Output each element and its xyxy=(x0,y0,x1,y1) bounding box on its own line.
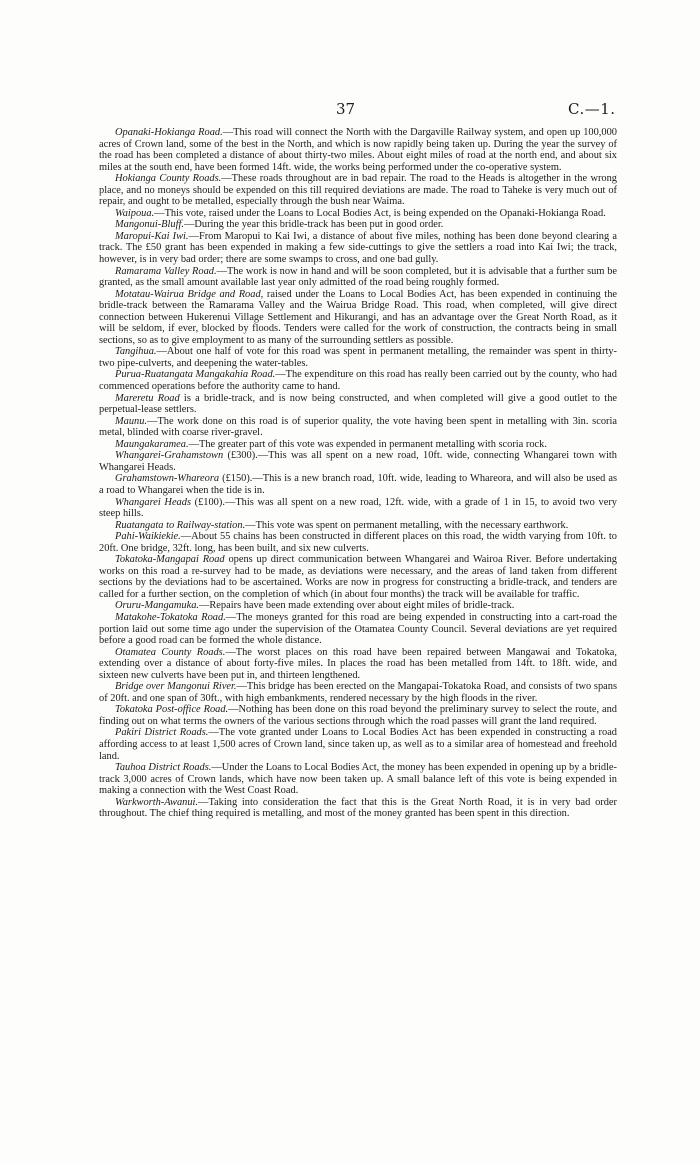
paragraph-text: —The expenditure on this road has really been carried out by the county, who had commenced operations before the authority came to hand. xyxy=(99,369,617,393)
paragraph-text: raised under the Loans to Local Bodies Act, has been expended in continuing the bridle-track between the Ramarama Valley and the Wairua Bridge Road. This road, when completed, will give direct connection between Hukerenui Village Settlement and Hikurangi, and has an advantage over the Great North Road, as it will be seldom, if ever, blocked by floods. Tenders were called for the work of construction, the contracts being in small sections, so as to give employment to as many of the surrounding settlers as possible. xyxy=(99,288,617,346)
paragraph-text: —The work done on this road is of superior quality, the vote having been spent in metalling with 3in. scoria metal, blinded with coarse river-gravel. xyxy=(99,415,617,439)
paragraph xyxy=(99,266,617,289)
paragraph-heading: Hokianga County Roads. xyxy=(115,173,222,185)
paragraph xyxy=(99,439,617,451)
paragraph-heading: Opanaki-Hokianga Road. xyxy=(115,127,223,138)
paragraph xyxy=(99,554,617,600)
page-number: 37 xyxy=(336,100,356,118)
paragraph-text: —The worst places on this road have been repaired between Mangawai and Tokatoka, extending over a distance of about forty-five miles. In places the road has been metalled from 14ft. to 18ft. wide, and sixteen new culverts have been put in, and thirteen lengthened. xyxy=(99,646,617,681)
paragraph-text: —This vote was spent on permanent metalling, with the necessary earthwork. xyxy=(245,519,569,531)
paragraph-text: —This bridge has been erected on the Mangapai-Tokatoka Road, and consists of two spans of 20ft. and one span of 30ft., with high embankments, rendered necessary by the high floods in the river. xyxy=(99,681,617,704)
paragraph-text: opens up direct communication between Whangarei and Wairoa River. Before undertaking works on this road a re-survey had to be made, as deviations were necessary, and the areas of land taken from different sections by the deviations had to be ascertained. Works are now in progress for constructing a bridle-track, and tenders are called for a further section, on the completion of which (in about four months) the track will be available for traffic. xyxy=(99,554,617,600)
paragraph xyxy=(99,612,617,647)
paragraph xyxy=(99,600,617,612)
paragraph-text: —The vote granted under Loans to Local Bodies Act has been expended in constructing a road affording access to at least 1,500 acres of Crown land, since taken up, as well as to a similar area of homestead and freehold land. xyxy=(99,727,617,762)
paragraph-heading: Whangarei Heads xyxy=(115,496,191,508)
paragraph-heading: Grahamstown-Whareora xyxy=(115,473,220,485)
paragraph-heading: Waipoua. xyxy=(115,207,155,219)
document-reference: C.—1. xyxy=(568,100,616,118)
paragraph-text: —The greater part of this vote was expended in permanent metalling with scoria rock. xyxy=(188,438,547,450)
paragraph-heading: Tangihua. xyxy=(115,346,157,358)
paragraph-text: —This road will connect the North with the Dargaville Railway system, and open up 100,000 acres of Crown land, some of the best in the North, and which is now rapidly being taken up. During the year the survey of the road has been completed a distance of about thirty-two miles. About eight miles of road at the north end, and about six miles at the south end, have been formed 14ft. wide, the works being performed under the co-operative system. xyxy=(99,127,617,173)
paragraph xyxy=(99,369,617,392)
paragraph-text: (£300).—This was all spent on a new road, 10ft. wide, connecting Whangarei town with Whangarei Heads. xyxy=(99,450,617,473)
paragraph xyxy=(99,497,617,520)
paragraph-heading: Matakohe-Tokatoka Road. xyxy=(115,611,226,623)
paragraph-heading: Tokatoka Post-office Road. xyxy=(115,704,229,716)
paragraph-heading: Maungakaramea. xyxy=(115,438,189,450)
paragraph xyxy=(99,231,617,266)
paragraph-heading: Motatau-Wairua Bridge and Road, xyxy=(115,288,264,300)
paragraph-heading: Pahi-Waikiekie. xyxy=(115,531,181,543)
paragraph-heading: Otamatea County Roads. xyxy=(115,646,226,658)
paragraph xyxy=(99,727,617,762)
paragraph-heading: Maropui-Kai Iwi. xyxy=(115,230,189,242)
paragraph-heading: Oruru-Mangamuka. xyxy=(115,600,199,612)
paragraph-heading: Purua-Ruatangata Mangakahia Road. xyxy=(115,369,276,381)
paragraph xyxy=(99,681,617,704)
paragraph-text: (£100).—This was all spent on a new road, 12ft. wide, with a grade of 1 in 15, to avoid two very steep hills. xyxy=(99,496,617,520)
paragraph-text: —These roads throughout are in bad repair. The road to the Heads is altogether in the wrong place, and no moneys should be expended on this till required deviations are made. The road to Taheke is very much out of repair, and ought to be metalled, especially through the bush near Waima. xyxy=(99,173,617,208)
paragraph xyxy=(99,473,617,496)
paragraph xyxy=(99,520,617,532)
paragraph-heading: Tokatoka-Mangapai Road xyxy=(115,554,225,566)
paragraph-heading: Whangarei-Grahamstown xyxy=(115,450,224,462)
paragraph-heading: Mareretu Road xyxy=(115,392,180,404)
paragraph xyxy=(99,797,617,820)
paragraph xyxy=(99,416,617,439)
paragraph-heading: Ruatangata to Railway-station. xyxy=(115,519,246,531)
paragraph xyxy=(99,346,617,369)
paragraph xyxy=(99,208,617,220)
paragraph xyxy=(99,219,617,231)
paragraph xyxy=(99,531,617,554)
paragraph-text: —Taking into consideration the fact that this is the Great North Road, it is in very bad order throughout. The chief thing required is metalling, and most of the money granted has been spent in this direction. xyxy=(99,796,617,820)
paragraph xyxy=(99,450,617,473)
paragraph-heading: Ramarama Valley Road. xyxy=(115,265,217,277)
paragraph-heading: Maunu. xyxy=(115,415,148,427)
paragraph-text: —From Maropui to Kai Iwi, a distance of about five miles, nothing has been done beyond clearing a track. The £50 grant has been expended in making a few side-cuttings to give the settlers a road into Kai Iwi; the track, however, is in very bad order; there are some swamps to cross, and one bad gully. xyxy=(99,230,617,266)
paragraph xyxy=(99,704,617,727)
paragraph xyxy=(99,762,617,797)
paragraph-heading: Pakiri District Roads. xyxy=(115,727,209,739)
paragraph-text: —During the year this bridle-track has been put in good order. xyxy=(183,219,444,231)
paragraph-text: —Repairs have been made extending over about eight miles of bridle-track. xyxy=(198,600,515,612)
paragraph xyxy=(99,393,617,416)
paragraph-text: —About one half of vote for this road was spent in permanent metalling, the remainder was spent in thirty-two pipe-culverts, and deepening the water-tables. xyxy=(99,346,617,369)
paragraph-text: —Under the Loans to Local Bodies Act, the money has been expended in opening up by a bridle-track 3,000 acres of Crown lands, which have now been taken up. A small balance left of this vote is being expended in making a connection with the West Coast Road. xyxy=(99,762,617,797)
paragraph xyxy=(99,647,617,682)
paragraph-heading: Bridge over Mangonui River. xyxy=(115,681,237,693)
paragraph xyxy=(99,127,617,173)
document-body xyxy=(99,127,617,820)
paragraph-text: —The moneys granted for this road are being expended in constructing into a cart-road the portion laid out some time ago under the supervision of the Otamatea County Council. Several deviations are yet required before a good road can be formed the whole distance. xyxy=(99,611,617,647)
paragraph-text: —Nothing has been done on this road beyond the preliminary survey to select the route, and finding out on what terms the owners of the various sections through which the road passes will grant the land required. xyxy=(99,704,617,727)
paragraph-heading: Tauhoa District Roads. xyxy=(115,762,212,774)
paragraph-heading: Warkworth-Awanui. xyxy=(115,796,199,808)
paragraph-text: —This vote, raised under the Loans to Local Bodies Act, is being expended on the Opanaki-Hokianga Road. xyxy=(154,207,606,219)
paragraph xyxy=(99,289,617,347)
paragraph-text: (£150).—This is a new branch road, 10ft. wide, leading to Whareora, and will also be used as a road to Whangarei when the tide is in. xyxy=(99,473,617,496)
paragraph-heading: Mangonui-Bluff. xyxy=(115,219,184,231)
paragraph-text: —The work is now in hand and will be soon completed, but it is advisable that a further sum be granted, as the small amount available last year only admitted of the road being roughly formed. xyxy=(99,265,618,289)
paragraph xyxy=(99,173,617,208)
page-header xyxy=(0,100,700,120)
paragraph-text: is a bridle-track, and is now being constructed, and when completed will give a good outlet to the perpetual-lease settlers. xyxy=(99,392,617,416)
paragraph-text: —About 55 chains has been constructed in different places on this road, the width varying from 10ft. to 20ft. One bridge, 32ft. long, has been built, and six new culverts. xyxy=(99,531,617,554)
